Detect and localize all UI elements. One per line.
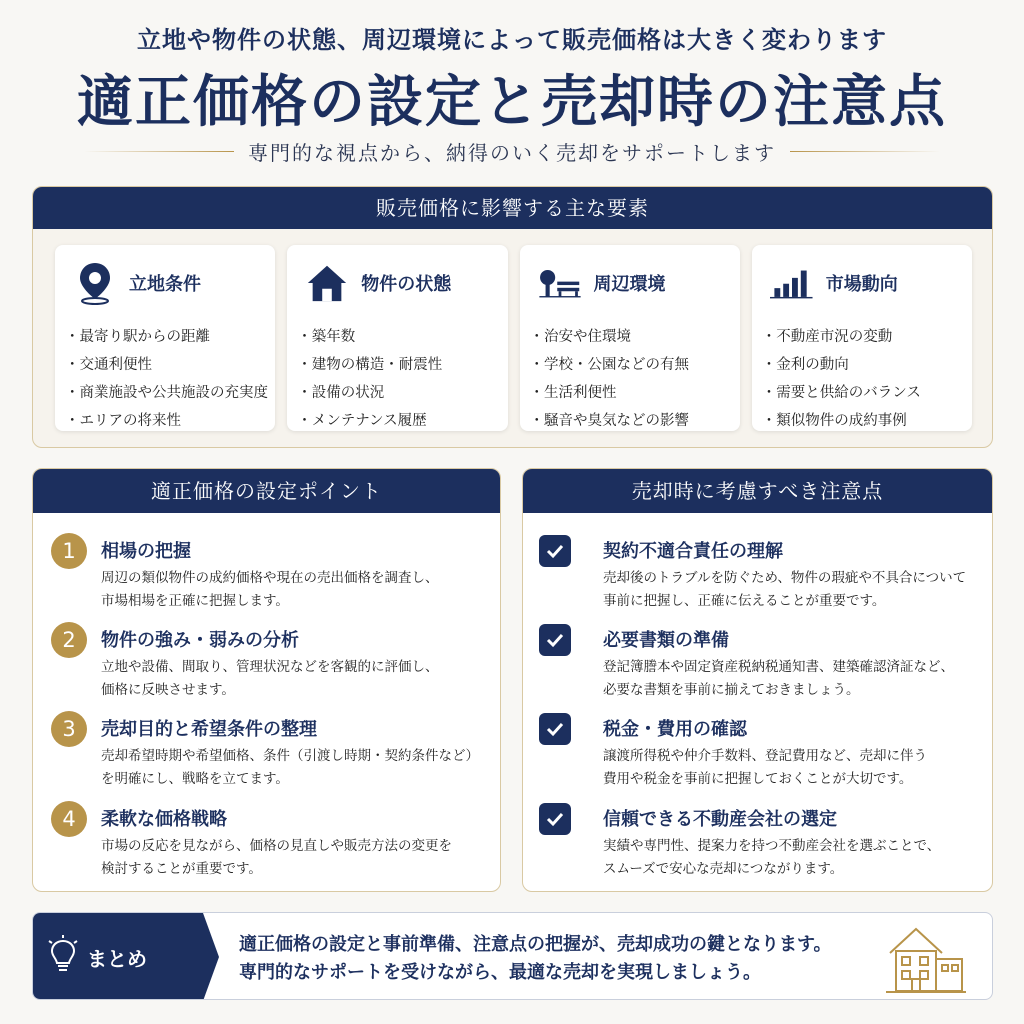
list-item: ・ 建物の構造・耐震性 [297, 351, 507, 379]
item-description: 周辺の類似物件の成約価格や現在の売出価格を調査し、 市場相場を正確に把握します。 [101, 570, 439, 609]
building-icon [884, 921, 968, 999]
factor-title: 市場動向 [825, 274, 898, 295]
summary-label-block [33, 913, 203, 1000]
cautions-heading: 売却時に考慮すべき注意点 [523, 469, 992, 513]
subtitle: 専門的な視点から、納得のいく売却をサポートします [248, 141, 776, 165]
checkmark-icon [539, 713, 571, 745]
list-item: ・ 治安や住環境 [530, 323, 740, 351]
factor-card-location [55, 245, 275, 431]
pricing-points-section [32, 468, 501, 892]
lightbulb-icon [47, 935, 79, 979]
item-title: 税金・費用の確認 [603, 719, 747, 740]
divider-left [84, 151, 234, 152]
list-item: ・ 築年数 [297, 323, 507, 351]
list-item: ・ エリアの将来性 [65, 407, 275, 435]
factors-heading: 販売価格に影響する主な要素 [33, 187, 992, 229]
divider-right [790, 151, 940, 152]
item-title: 売却目的と希望条件の整理 [101, 719, 317, 740]
list-item: ・ 商業施設や公共施設の充実度 [65, 379, 275, 407]
list-item: ・ 交通利便性 [65, 351, 275, 379]
number-badge: 2 [51, 622, 87, 658]
list-item: ・ 生活利便性 [530, 379, 740, 407]
checkmark-icon [539, 624, 571, 656]
subtitle-row [0, 137, 1024, 166]
factor-card-environment [520, 245, 740, 431]
pricing-points-heading: 適正価格の設定ポイント [33, 469, 500, 513]
list-item: ・ 最寄り駅からの距離 [65, 323, 275, 351]
factor-card-property [287, 245, 507, 431]
item-description: 実績や専門性、提案力を持つ不動産会社を選ぶことで、 スムーズで安心な売却につながります。 [603, 838, 941, 877]
page-header [0, 0, 1024, 178]
item-description: 立地や設備、間取り、管理状況などを客観的に評価し、 価格に反映させます。 [101, 659, 439, 698]
checkmark-icon [539, 803, 571, 835]
factors-section [32, 186, 993, 448]
item-description: 市場の反応を見ながら、価格の見直しや販売方法の変更を 検討することが重要です。 [101, 838, 452, 877]
bar-chart-icon [770, 261, 814, 305]
factor-card-market [752, 245, 972, 431]
list-item: ・ 学校・公園などの有無 [530, 351, 740, 379]
location-pin-icon [73, 261, 117, 305]
item-title: 契約不適合責任の理解 [603, 541, 783, 562]
factor-title: 周辺環境 [593, 274, 666, 295]
list-item: ・ 設備の状況 [297, 379, 507, 407]
item-description: 売却後のトラブルを防ぐため、物件の瑕疵や不具合について 事前に把握し、正確に伝えることが重要です。 [603, 570, 967, 609]
summary-arrow [203, 913, 219, 1000]
tree-bench-icon [538, 261, 582, 305]
item-title: 必要書類の準備 [603, 630, 729, 651]
list-item: ・ 金利の動向 [762, 351, 972, 379]
summary-line: 専門的なサポートを受けながら、最適な売却を実現しましょう。 [239, 962, 761, 983]
list-item: ・ 類似物件の成約事例 [762, 407, 972, 435]
supertitle: 立地や物件の状態、周辺環境によって販売価格は大きく変わります [137, 25, 887, 54]
page-title: 適正価格の設定と売却時の注意点 [77, 69, 947, 135]
item-description: 登記簿謄本や固定資産税納税通知書、建築確認済証など、 必要な書類を事前に揃えておきましょう。 [603, 659, 954, 698]
house-icon [305, 261, 349, 305]
list-item: ・ 需要と供給のバランス [762, 379, 972, 407]
number-badge: 4 [51, 801, 87, 837]
summary-line: 適正価格の設定と事前準備、注意点の把握が、売却成功の鍵となります。 [239, 934, 832, 955]
summary-box [32, 912, 993, 1000]
list-item: ・ 騒音や臭気などの影響 [530, 407, 740, 435]
number-badge: 1 [51, 533, 87, 569]
number-badge: 3 [51, 711, 87, 747]
item-title: 信頼できる不動産会社の選定 [603, 809, 837, 830]
factor-title: 物件の状態 [361, 274, 452, 295]
item-description: 譲渡所得税や仲介手数料、登記費用など、売却に伴う 費用や税金を事前に把握しておくことが大切です。 [603, 748, 927, 787]
factor-title: 立地条件 [129, 274, 201, 295]
cautions-section [522, 468, 993, 892]
item-description: 売却希望時期や希望価格、条件（引渡し時期・契約条件など） を明確にし、戦略を立てます。 [101, 748, 479, 787]
item-title: 柔軟な価格戦略 [101, 809, 227, 830]
summary-label: まとめ [87, 946, 147, 971]
checkmark-icon [539, 535, 571, 567]
item-title: 物件の強み・弱みの分析 [101, 630, 299, 651]
summary-text [239, 931, 832, 987]
item-title: 相場の把握 [101, 541, 191, 562]
list-item: ・ 不動産市況の変動 [762, 323, 972, 351]
list-item: ・ メンテナンス履歴 [297, 407, 507, 435]
